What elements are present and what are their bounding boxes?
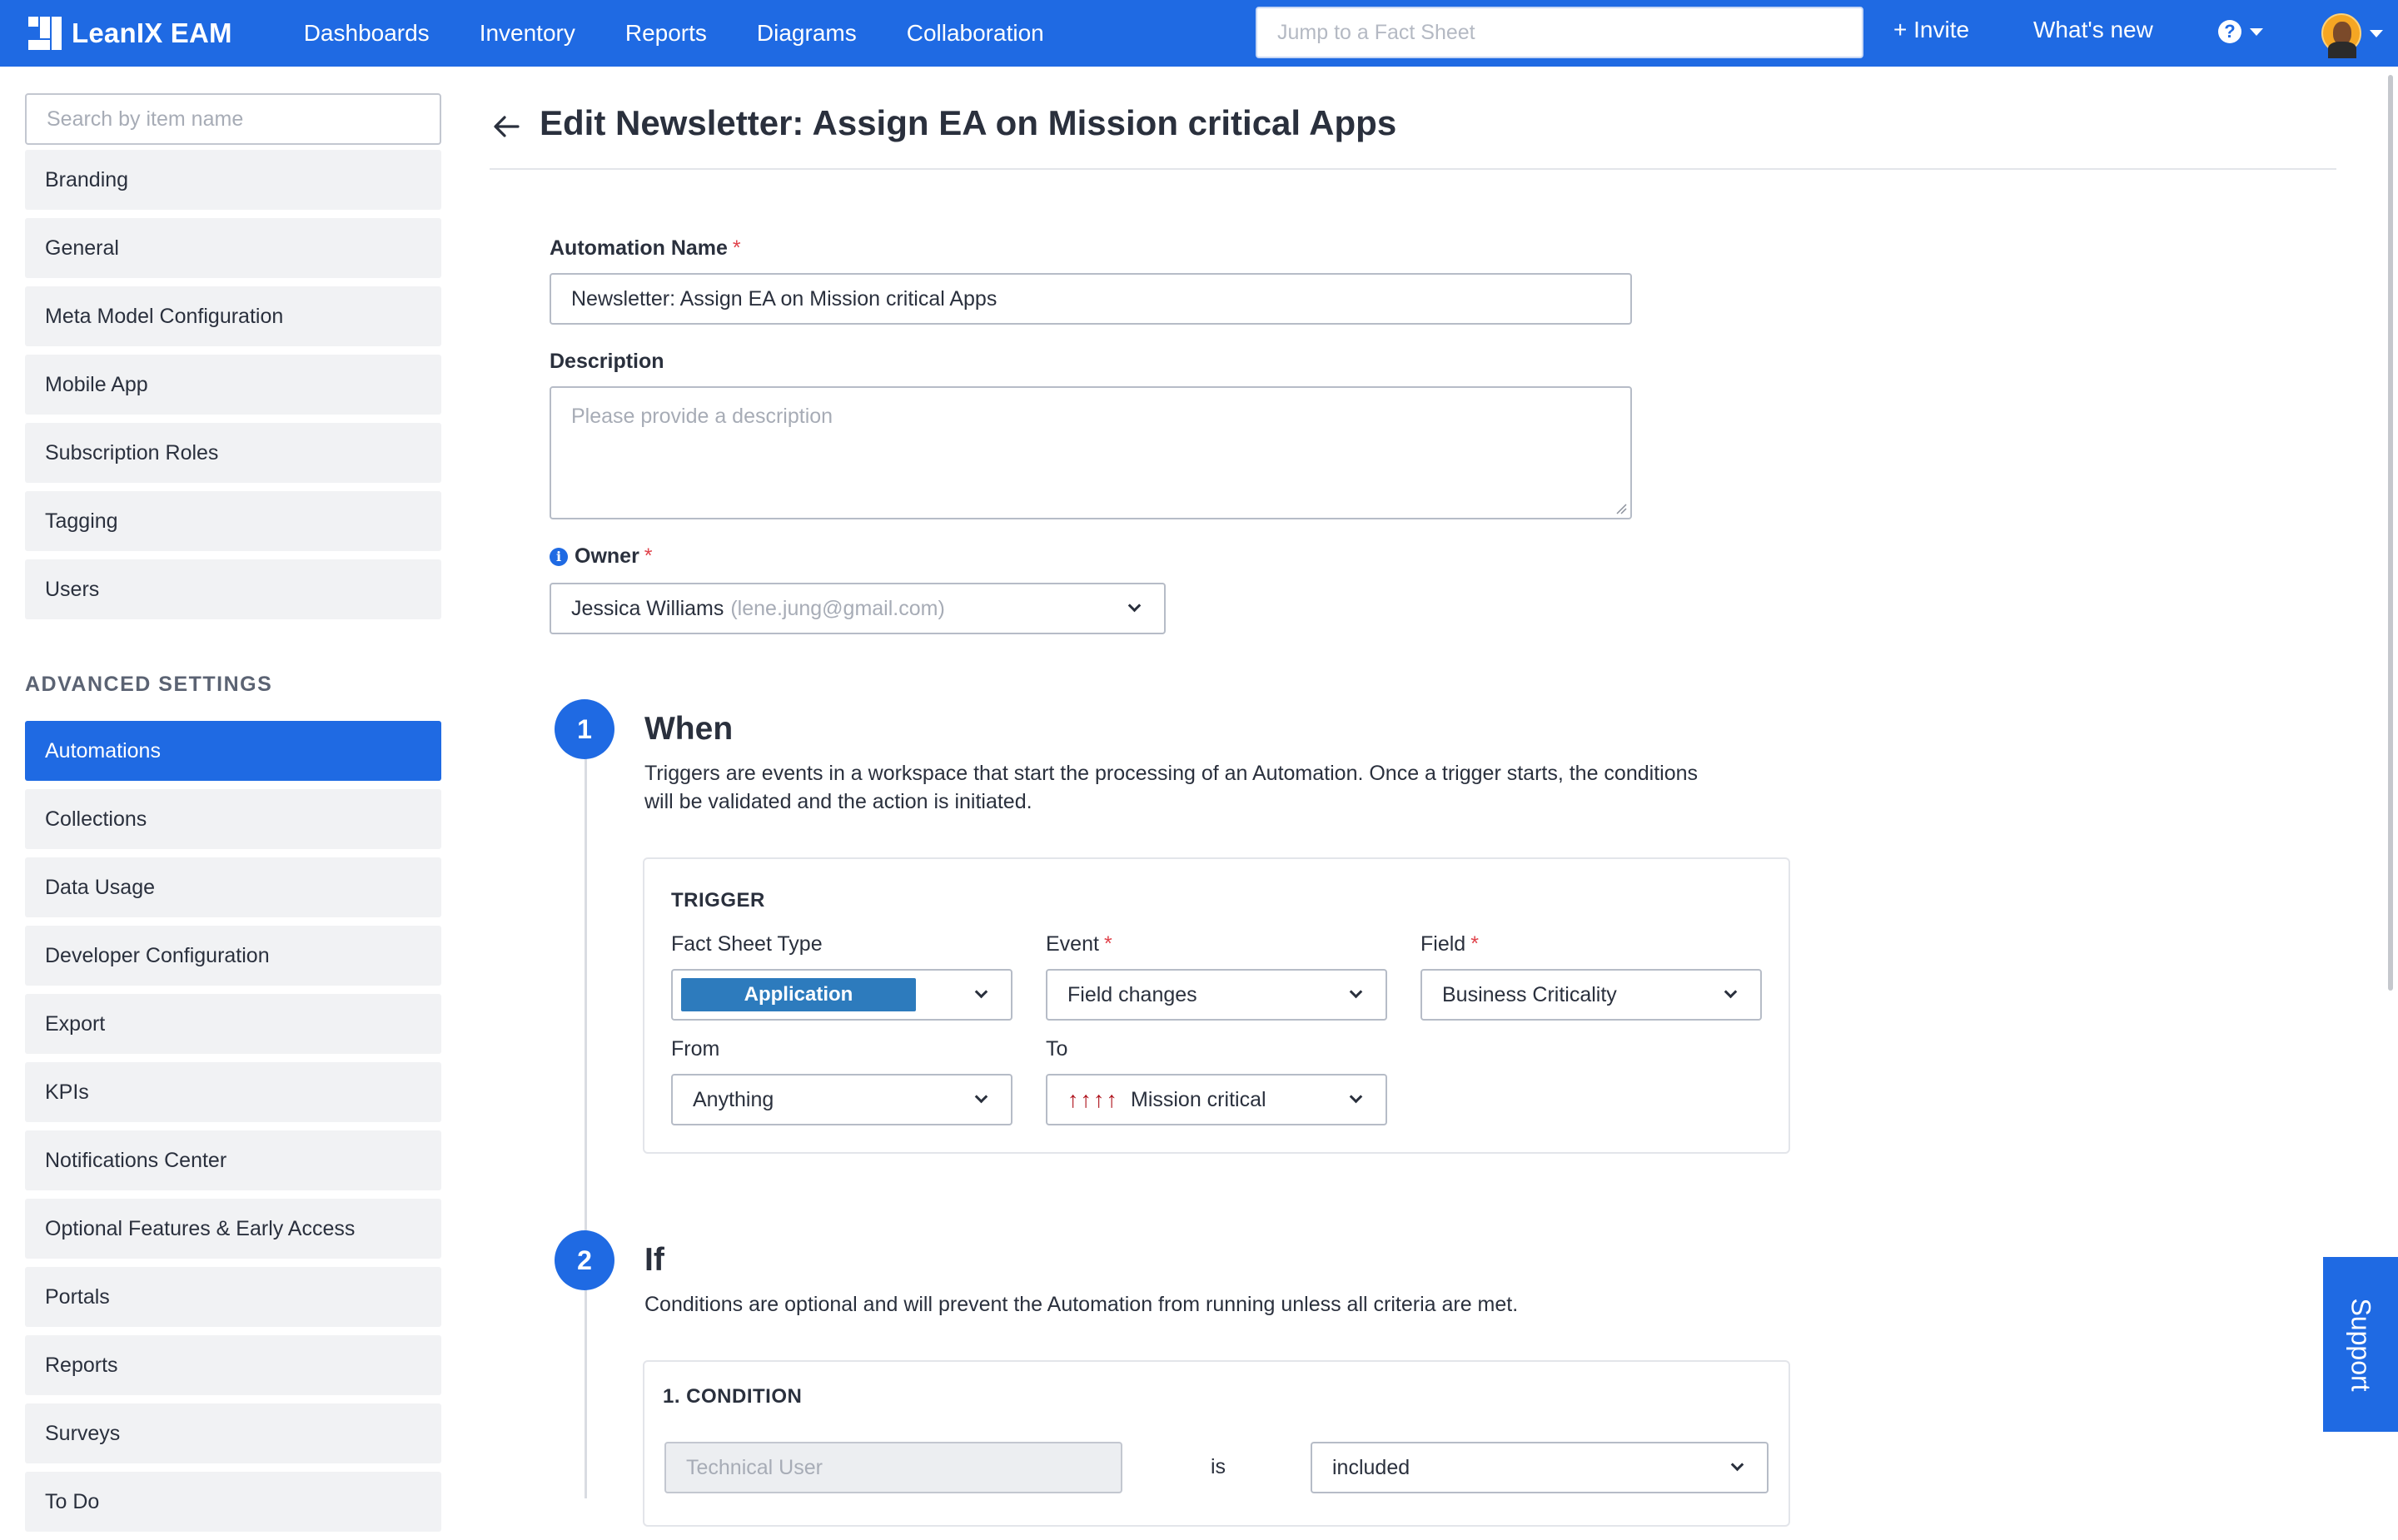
description-label: Description [550, 350, 664, 373]
sidebar-item-surveys[interactable]: Surveys [25, 1403, 441, 1463]
condition-value-select[interactable]: included [1311, 1442, 1769, 1493]
chevron-down-icon [1731, 1458, 1744, 1472]
sidebar-item-users[interactable]: Users [25, 559, 441, 619]
back-arrow-icon[interactable] [491, 112, 521, 142]
step-number-badge: 1 [555, 699, 614, 759]
admin-sidebar [25, 93, 441, 1513]
page-title: Edit Newsletter: Assign EA on Mission critical Apps [540, 103, 1397, 142]
sidebar-item-to-do[interactable]: To Do [25, 1472, 441, 1532]
required-mark: * [1103, 932, 1112, 956]
to-select[interactable]: ↑↑↑↑ Mission critical [1046, 1074, 1387, 1125]
help-icon: ? [2218, 20, 2241, 43]
nav-dashboards[interactable]: Dashboards [303, 20, 430, 46]
sidebar-item-collections[interactable]: Collections [25, 789, 441, 849]
from-select[interactable]: Anything [671, 1074, 1012, 1125]
sidebar-item-export[interactable]: Export [25, 994, 441, 1054]
to-label: To [1046, 1037, 1068, 1061]
sidebar-item-optional-features[interactable]: Optional Features & Early Access [25, 1199, 441, 1259]
resize-handle-icon[interactable] [1615, 503, 1627, 514]
chevron-down-icon [1350, 1090, 1363, 1104]
step-title-if: If [644, 1242, 664, 1278]
caret-down-icon [2250, 28, 2263, 36]
sidebar-basic-list [25, 150, 441, 628]
sidebar-item-reports[interactable]: Reports [25, 1335, 441, 1395]
sidebar-item-mobile-app[interactable]: Mobile App [25, 355, 441, 415]
invite-button[interactable]: + Invite [1893, 17, 1970, 42]
chevron-down-icon [1128, 599, 1142, 613]
condition-card [643, 1360, 1790, 1527]
condition-operator: is [1211, 1455, 1226, 1478]
required-mark: * [1470, 932, 1479, 956]
sidebar-item-data-usage[interactable]: Data Usage [25, 857, 441, 917]
automation-name-label: Automation Name * [550, 236, 741, 260]
trigger-card-title: TRIGGER [671, 889, 765, 912]
fact-sheet-type-label: Fact Sheet Type [671, 932, 823, 956]
whats-new-link[interactable]: What's new [2033, 17, 2153, 42]
scrollbar-thumb[interactable] [2388, 75, 2393, 991]
nav-inventory[interactable]: Inventory [479, 20, 575, 46]
field-label: Field * [1420, 932, 1479, 956]
owner-label: i Owner * [550, 544, 653, 569]
sidebar-item-general[interactable]: General [25, 218, 441, 278]
user-menu[interactable] [2321, 13, 2383, 53]
step-description-if: Conditions are optional and will prevent the Automation from running unless all criteria are met. [644, 1293, 1519, 1316]
description-textarea[interactable]: Please provide a description [550, 386, 1632, 519]
automation-name-input[interactable]: Newsletter: Assign EA on Mission critical Apps [550, 273, 1632, 325]
chevron-down-icon [975, 986, 988, 999]
chevron-down-icon [975, 1090, 988, 1104]
criticality-arrows-icon: ↑↑↑↑ [1067, 1086, 1119, 1112]
main-nav [304, 20, 1094, 47]
sidebar-item-branding[interactable]: Branding [25, 150, 441, 210]
sidebar-item-kpis[interactable]: KPIs [25, 1062, 441, 1122]
fact-sheet-type-select[interactable] [671, 969, 1012, 1021]
page-header [490, 98, 2336, 170]
step-description-when: Triggers are events in a workspace that start the processing of an Automation. Once a trigger starts, the conditions will be validated and the action is initiated. [644, 762, 1699, 813]
help-menu[interactable] [2218, 20, 2263, 43]
step-title-when: When [644, 711, 734, 747]
condition-field-input[interactable]: Technical User [664, 1442, 1122, 1493]
page-scrollbar[interactable] [2383, 67, 2398, 1498]
fact-sheet-type-chip: Application [681, 978, 916, 1011]
caret-down-icon [2370, 30, 2383, 37]
from-label: From [671, 1037, 720, 1061]
brand[interactable] [28, 17, 232, 50]
nav-collaboration[interactable]: Collaboration [906, 20, 1044, 46]
brand-name: LeanIX EAM [72, 17, 232, 48]
sidebar-advanced-list [25, 721, 441, 1540]
sidebar-search-input[interactable] [25, 93, 441, 145]
advanced-settings-heading: ADVANCED SETTINGS [25, 673, 273, 696]
event-label: Event * [1046, 932, 1112, 956]
sidebar-item-portals[interactable]: Portals [25, 1267, 441, 1327]
avatar [2321, 13, 2361, 53]
info-icon[interactable]: i [550, 548, 568, 566]
sidebar-item-developer-configuration[interactable]: Developer Configuration [25, 926, 441, 986]
required-mark: * [644, 544, 653, 568]
top-navigation-bar [0, 0, 2398, 67]
step-connector-line [585, 733, 587, 1498]
event-select[interactable]: Field changes [1046, 969, 1387, 1021]
chevron-down-icon [1724, 986, 1738, 999]
sidebar-item-tagging[interactable]: Tagging [25, 491, 441, 551]
sidebar-item-meta-model-configuration[interactable]: Meta Model Configuration [25, 286, 441, 346]
support-tab[interactable]: Support [2323, 1257, 2398, 1432]
trigger-card [643, 857, 1790, 1154]
sidebar-item-notifications-center[interactable]: Notifications Center [25, 1130, 441, 1190]
nav-reports[interactable]: Reports [624, 20, 707, 46]
nav-diagrams[interactable]: Diagrams [756, 20, 857, 46]
leanix-logo-icon [28, 17, 62, 50]
owner-select[interactable]: Jessica Williams (lene.jung@gmail.com) [550, 583, 1166, 634]
sidebar-item-subscription-roles[interactable]: Subscription Roles [25, 423, 441, 483]
fact-sheet-search-input[interactable] [1256, 7, 1863, 58]
condition-card-title: 1. CONDITION [663, 1385, 803, 1408]
required-mark: * [732, 236, 741, 260]
chevron-down-icon [1350, 986, 1363, 999]
sidebar-item-automations[interactable]: Automations [25, 721, 441, 781]
field-select[interactable]: Business Criticality [1420, 969, 1762, 1021]
step-number-badge: 2 [555, 1230, 614, 1290]
